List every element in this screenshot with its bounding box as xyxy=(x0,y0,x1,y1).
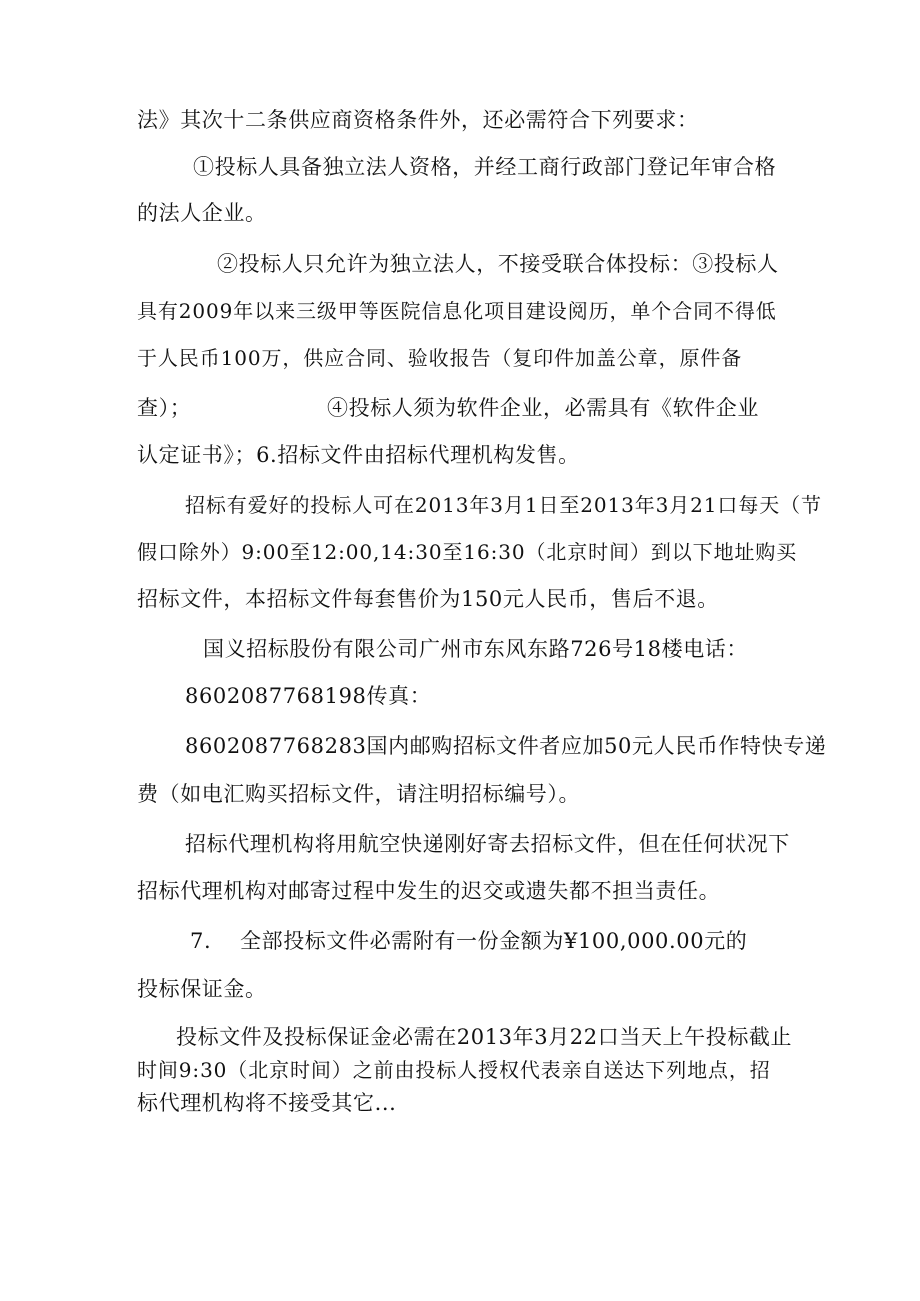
text-line: ②投标人只允许为独立法人，不接受联合体投标：③投标人 xyxy=(217,252,779,276)
text-line: ①投标人具备独立法人资格，并经工商行政部门登记年审合格 xyxy=(193,155,777,179)
text-line: 招标代理机构对邮寄过程中发生的迟交或遗失都不担当责任。 xyxy=(137,879,721,903)
text-line: 全部投标文件必需附有一份金额为¥100,000.00元的 xyxy=(240,929,748,953)
text-line: 招标文件，本招标文件每套售价为150元人民币，售后不退。 xyxy=(137,587,719,611)
text-line: 查）； xyxy=(137,396,192,420)
text-line: 投标保证金。 xyxy=(137,977,267,1001)
text-line: 标代理机构将不接受其它... xyxy=(137,1091,397,1115)
text-line: 于人民币100万，供应合同、验收报告（复印件加盖公章，原件备 xyxy=(137,346,743,370)
text-line: ④投标人须为软件企业，必需具有《软件企业 xyxy=(327,396,759,420)
text-line: 费（如电汇购买招标文件，请注明招标编号）。 xyxy=(137,782,581,806)
text-line: 国义招标股份有限公司广州市东风东路726号18楼电话： xyxy=(203,637,749,661)
text-line: 认定证书》；6.招标文件由招标代理机构发售。 xyxy=(137,443,580,467)
text-line: 招标代理机构将用航空快递刚好寄去招标文件，但在任何状况下 xyxy=(185,832,790,856)
text-line: 时间9:30（北京时间）之前由投标人授权代表亲自送达下列地点，招 xyxy=(137,1058,771,1082)
text-line: 具有2009年以来三级甲等医院信息化项目建设阅历，单个合同不得低 xyxy=(137,299,777,323)
text-line: 招标有爱好的投标人可在2013年3月1日至2013年3月21口每天（节 xyxy=(185,493,822,517)
text-line: 的法人企业。 xyxy=(137,201,267,225)
list-number: 7. xyxy=(190,929,212,953)
text-line: 假口除外）9:00至12:00,14:30至16:30（北京时间）到以下地址购买 xyxy=(137,540,798,564)
text-line: 投标文件及投标保证金必需在2013年3月22口当天上午投标截止 xyxy=(176,1025,793,1049)
text-line: 8602087768283国内邮购招标文件者应加50元人民币作特快专递 xyxy=(185,734,827,758)
text-line: 8602087768198传真： xyxy=(185,684,432,708)
text-line: 法》其次十二条供应商资格条件外，还必需符合下列要求： xyxy=(137,108,699,132)
